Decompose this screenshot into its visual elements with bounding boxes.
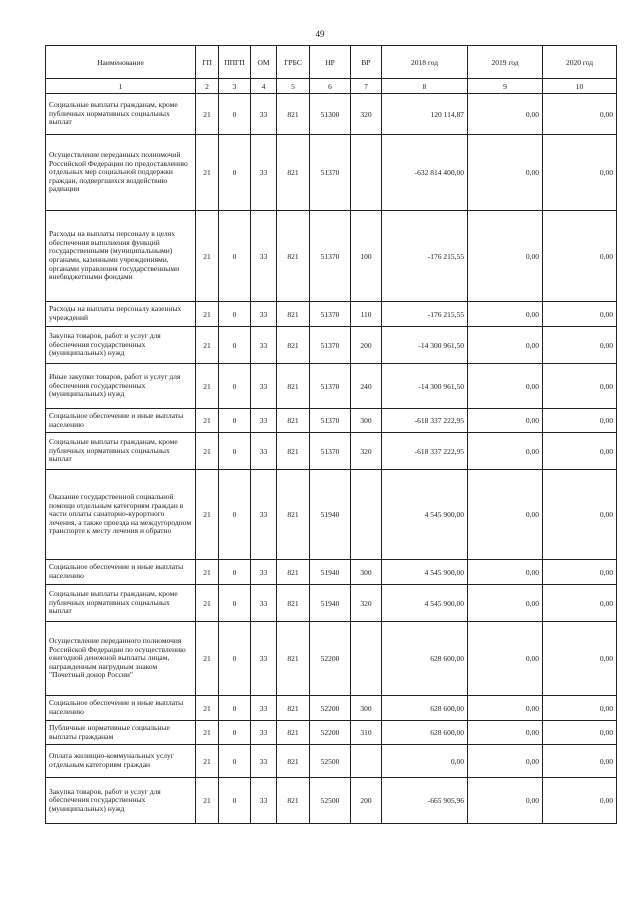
- cell-2020: 0,00: [543, 585, 617, 622]
- cell-grbs: 821: [277, 560, 310, 585]
- cell-2020: 0,00: [543, 94, 617, 135]
- cell-gp: 21: [196, 560, 219, 585]
- index-cell: 8: [382, 79, 468, 94]
- cell-nr: 51370: [310, 409, 351, 433]
- cell-2019: 0,00: [468, 94, 543, 135]
- cell-om: 33: [251, 585, 277, 622]
- table-row: [46, 211, 617, 302]
- cell-2019: 0,00: [468, 585, 543, 622]
- cell-ppgp: 0: [219, 327, 251, 364]
- cell-nr: 51370: [310, 327, 351, 364]
- cell-2019: 0,00: [468, 622, 543, 696]
- index-cell: 7: [351, 79, 382, 94]
- cell-2018: -618 337 222,95: [382, 409, 468, 433]
- header-cell-om: ОМ: [251, 46, 277, 79]
- cell-2018: 628 600,00: [382, 622, 468, 696]
- row-name: Закупка товаров, работ и услуг для обеспечения государственных (муниципальных) нужд: [46, 327, 196, 364]
- cell-2019: 0,00: [468, 470, 543, 560]
- cell-2018: -176 215,55: [382, 211, 468, 302]
- cell-2020: 0,00: [543, 211, 617, 302]
- row-name: Осуществление переданного полномочия Российской Федерации по осуществлению ежегодной денежной выплаты лицам, награжденным нагрудным знаком "Почетный донор России": [46, 622, 196, 696]
- cell-2019: 0,00: [468, 135, 543, 211]
- table-row: [46, 94, 617, 135]
- cell-gp: 21: [196, 433, 219, 470]
- cell-om: 33: [251, 327, 277, 364]
- cell-grbs: 821: [277, 327, 310, 364]
- table-row: [46, 585, 617, 622]
- cell-om: 33: [251, 470, 277, 560]
- cell-vr: [351, 470, 382, 560]
- cell-ppgp: 0: [219, 622, 251, 696]
- cell-2018: 4 545 900,00: [382, 585, 468, 622]
- cell-nr: 51940: [310, 470, 351, 560]
- cell-2018: -665 905,96: [382, 778, 468, 824]
- page-number: 49: [315, 29, 325, 39]
- cell-om: 33: [251, 94, 277, 135]
- row-name: Социальные выплаты гражданам, кроме публичных нормативных социальных выплат: [46, 433, 196, 470]
- cell-vr: 240: [351, 364, 382, 409]
- cell-vr: 320: [351, 433, 382, 470]
- table-row: [46, 745, 617, 778]
- row-name: Закупка товаров, работ и услуг для обеспечения государственных (муниципальных) нужд: [46, 778, 196, 824]
- cell-2020: 0,00: [543, 327, 617, 364]
- cell-vr: 100: [351, 211, 382, 302]
- cell-grbs: 821: [277, 778, 310, 824]
- cell-2020: 0,00: [543, 696, 617, 721]
- row-name: Оплата жилищно-коммунальных услуг отдельным категориям граждан: [46, 745, 196, 778]
- cell-grbs: 821: [277, 745, 310, 778]
- table-row: [46, 622, 617, 696]
- row-name: Социальные выплаты гражданам, кроме публичных нормативных социальных выплат: [46, 585, 196, 622]
- cell-nr: 51300: [310, 94, 351, 135]
- cell-om: 33: [251, 721, 277, 745]
- cell-2018: 628 600,00: [382, 721, 468, 745]
- column-index-row: [46, 79, 617, 94]
- cell-2019: 0,00: [468, 560, 543, 585]
- cell-grbs: 821: [277, 721, 310, 745]
- cell-ppgp: 0: [219, 302, 251, 327]
- cell-ppgp: 0: [219, 135, 251, 211]
- table-row: [46, 721, 617, 745]
- cell-2019: 0,00: [468, 721, 543, 745]
- cell-nr: 52500: [310, 745, 351, 778]
- cell-gp: 21: [196, 470, 219, 560]
- index-cell: 2: [196, 79, 219, 94]
- cell-2018: 628 600,00: [382, 696, 468, 721]
- header-cell-2018: 2018 год: [382, 46, 468, 79]
- cell-vr: [351, 745, 382, 778]
- cell-gp: 21: [196, 696, 219, 721]
- cell-om: 33: [251, 364, 277, 409]
- cell-2019: 0,00: [468, 327, 543, 364]
- cell-vr: 300: [351, 560, 382, 585]
- index-cell: 1: [46, 79, 196, 94]
- index-cell: 9: [468, 79, 543, 94]
- header-cell-grbs: ГРБС: [277, 46, 310, 79]
- row-name: Социальное обеспечение и иные выплаты населению: [46, 409, 196, 433]
- cell-om: 33: [251, 778, 277, 824]
- header-row: [46, 46, 617, 79]
- cell-vr: 320: [351, 585, 382, 622]
- cell-2020: 0,00: [543, 470, 617, 560]
- header-cell-2019: 2019 год: [468, 46, 543, 79]
- cell-gp: 21: [196, 585, 219, 622]
- row-name: Оказание государственной социальной помощи отдельным категориям граждан в части оплаты санаторно-курортного лечения, а также проезда на междугородном транспорте к месту лечения и обратно: [46, 470, 196, 560]
- cell-nr: 52200: [310, 622, 351, 696]
- cell-2018: -632 814 400,00: [382, 135, 468, 211]
- table-row: [46, 470, 617, 560]
- row-name: Социальные выплаты гражданам, кроме публичных нормативных социальных выплат: [46, 94, 196, 135]
- cell-ppgp: 0: [219, 470, 251, 560]
- cell-grbs: 821: [277, 585, 310, 622]
- table-row: [46, 433, 617, 470]
- cell-ppgp: 0: [219, 560, 251, 585]
- cell-2019: 0,00: [468, 433, 543, 470]
- cell-2019: 0,00: [468, 778, 543, 824]
- cell-nr: 51370: [310, 302, 351, 327]
- cell-2019: 0,00: [468, 745, 543, 778]
- cell-om: 33: [251, 409, 277, 433]
- cell-vr: 200: [351, 778, 382, 824]
- cell-om: 33: [251, 696, 277, 721]
- cell-om: 33: [251, 135, 277, 211]
- cell-grbs: 821: [277, 135, 310, 211]
- cell-grbs: 821: [277, 364, 310, 409]
- table-row: [46, 696, 617, 721]
- cell-2018: -618 337 222,95: [382, 433, 468, 470]
- cell-vr: 300: [351, 409, 382, 433]
- cell-2018: -14 300 961,50: [382, 364, 468, 409]
- cell-2018: 0,00: [382, 745, 468, 778]
- table-row: [46, 778, 617, 824]
- cell-gp: 21: [196, 94, 219, 135]
- cell-2020: 0,00: [543, 135, 617, 211]
- cell-2020: 0,00: [543, 745, 617, 778]
- cell-gp: 21: [196, 135, 219, 211]
- row-name: Иные закупки товаров, работ и услуг для обеспечения государственных (муниципальных) нужд: [46, 364, 196, 409]
- cell-grbs: 821: [277, 94, 310, 135]
- cell-2018: -176 215,55: [382, 302, 468, 327]
- cell-2020: 0,00: [543, 409, 617, 433]
- cell-grbs: 821: [277, 302, 310, 327]
- cell-ppgp: 0: [219, 94, 251, 135]
- cell-om: 33: [251, 622, 277, 696]
- cell-ppgp: 0: [219, 696, 251, 721]
- cell-2019: 0,00: [468, 696, 543, 721]
- header-cell-vr: ВР: [351, 46, 382, 79]
- table-row: [46, 135, 617, 211]
- cell-2020: 0,00: [543, 721, 617, 745]
- cell-om: 33: [251, 560, 277, 585]
- header-cell-gp: ГП: [196, 46, 219, 79]
- cell-vr: [351, 135, 382, 211]
- cell-vr: 310: [351, 721, 382, 745]
- cell-nr: 51370: [310, 135, 351, 211]
- cell-gp: 21: [196, 721, 219, 745]
- cell-grbs: 821: [277, 409, 310, 433]
- cell-2019: 0,00: [468, 364, 543, 409]
- index-cell: 4: [251, 79, 277, 94]
- table-row: [46, 302, 617, 327]
- cell-ppgp: 0: [219, 778, 251, 824]
- header-cell-ppgp: ППГП: [219, 46, 251, 79]
- table-row: [46, 364, 617, 409]
- row-name: Социальное обеспечение и иные выплаты населению: [46, 696, 196, 721]
- cell-grbs: 821: [277, 696, 310, 721]
- cell-2019: 0,00: [468, 211, 543, 302]
- cell-grbs: 821: [277, 470, 310, 560]
- cell-2020: 0,00: [543, 778, 617, 824]
- cell-ppgp: 0: [219, 745, 251, 778]
- cell-grbs: 821: [277, 211, 310, 302]
- cell-gp: 21: [196, 302, 219, 327]
- cell-nr: 52200: [310, 721, 351, 745]
- row-name: Социальное обеспечение и иные выплаты населению: [46, 560, 196, 585]
- cell-vr: 320: [351, 94, 382, 135]
- cell-om: 33: [251, 211, 277, 302]
- cell-nr: 51940: [310, 585, 351, 622]
- cell-ppgp: 0: [219, 409, 251, 433]
- table-row: [46, 409, 617, 433]
- cell-om: 33: [251, 433, 277, 470]
- cell-grbs: 821: [277, 622, 310, 696]
- row-name: Осуществление переданных полномочий Российской Федерации по предоставлению отдельных мер социальной поддержки граждан, подвергшихся воздействию радиации: [46, 135, 196, 211]
- cell-nr: 51370: [310, 211, 351, 302]
- cell-vr: 110: [351, 302, 382, 327]
- header-cell-name: Наименование: [46, 46, 196, 79]
- cell-2018: -14 300 961,50: [382, 327, 468, 364]
- cell-2020: 0,00: [543, 364, 617, 409]
- cell-om: 33: [251, 745, 277, 778]
- cell-vr: 200: [351, 327, 382, 364]
- cell-gp: 21: [196, 211, 219, 302]
- cell-nr: 52500: [310, 778, 351, 824]
- cell-2020: 0,00: [543, 560, 617, 585]
- cell-2020: 0,00: [543, 433, 617, 470]
- row-name: Расходы на выплаты персоналу в целях обеспечения выполнения функций государственными (муниципальными) органами, казенными учреждениями, органами управления государственными внебюджетными фондами: [46, 211, 196, 302]
- table-row: [46, 327, 617, 364]
- cell-gp: 21: [196, 745, 219, 778]
- cell-2018: 4 545 900,00: [382, 560, 468, 585]
- cell-ppgp: 0: [219, 433, 251, 470]
- cell-gp: 21: [196, 622, 219, 696]
- cell-2019: 0,00: [468, 302, 543, 327]
- header-cell-nr: НР: [310, 46, 351, 79]
- index-cell: 6: [310, 79, 351, 94]
- cell-om: 33: [251, 302, 277, 327]
- cell-ppgp: 0: [219, 211, 251, 302]
- index-cell: 5: [277, 79, 310, 94]
- cell-ppgp: 0: [219, 364, 251, 409]
- cell-grbs: 821: [277, 433, 310, 470]
- cell-gp: 21: [196, 364, 219, 409]
- cell-vr: 300: [351, 696, 382, 721]
- cell-nr: 51370: [310, 364, 351, 409]
- cell-2020: 0,00: [543, 302, 617, 327]
- cell-ppgp: 0: [219, 585, 251, 622]
- budget-table: [45, 45, 617, 824]
- cell-gp: 21: [196, 327, 219, 364]
- cell-2018: 120 114,87: [382, 94, 468, 135]
- index-cell: 3: [219, 79, 251, 94]
- header-cell-2020: 2020 год: [543, 46, 617, 79]
- cell-nr: 52200: [310, 696, 351, 721]
- row-name: Расходы на выплаты персоналу казенных учреждений: [46, 302, 196, 327]
- cell-nr: 51370: [310, 433, 351, 470]
- cell-nr: 51940: [310, 560, 351, 585]
- cell-2020: 0,00: [543, 622, 617, 696]
- cell-gp: 21: [196, 409, 219, 433]
- cell-gp: 21: [196, 778, 219, 824]
- cell-2018: 4 545 900,00: [382, 470, 468, 560]
- cell-2019: 0,00: [468, 409, 543, 433]
- cell-ppgp: 0: [219, 721, 251, 745]
- index-cell: 10: [543, 79, 617, 94]
- row-name: Публичные нормативные социальные выплаты гражданам: [46, 721, 196, 745]
- cell-vr: [351, 622, 382, 696]
- table-row: [46, 560, 617, 585]
